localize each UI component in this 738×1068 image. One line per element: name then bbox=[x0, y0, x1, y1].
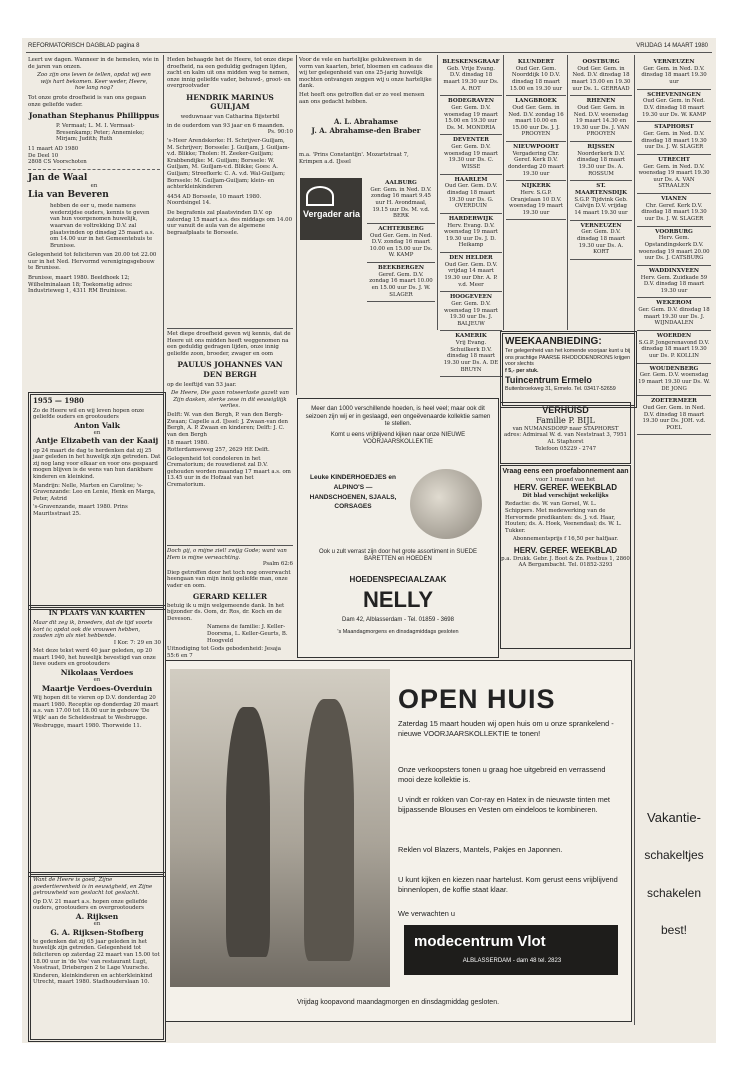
thanks-body: betuig ik u mijn welgemeende dank. In het bijzonder ds. Oom, dr. Ros, dr. Koch en de Deveson. bbox=[167, 602, 285, 622]
death-address: De Deel 10 bbox=[28, 152, 59, 159]
family-notices-1 bbox=[28, 57, 160, 387]
weekblad-lead: Vraag eens een proefabonnement aan bbox=[502, 468, 629, 475]
anniversary-text: Zo de Heere wil en wij leven hopen onze geliefde ouders en grootouders bbox=[33, 407, 145, 421]
week-offer-address: Buitenbroekweg 31, Ermelo. Tel. 03417-52659 bbox=[505, 385, 616, 392]
church-service: Oud Ger. Gem. D.V. dinsdag 18 maart 19.30 uur Ds. G. OVERDUIN bbox=[444, 183, 498, 210]
thank-you-address: m.a. 'Prins Constantijn'. Mozartstraat 7, Krimpen a.d. IJssel bbox=[299, 152, 409, 165]
thanks-name: GERARD KELLER bbox=[192, 591, 268, 601]
model-figure-2 bbox=[304, 699, 354, 961]
death-place: 2808 CS Voorschoten bbox=[28, 159, 87, 166]
church-town: ACHTERBERG bbox=[378, 225, 424, 232]
weekblad-title-2: HERV. GEREF. WEEKBLAD bbox=[513, 546, 618, 556]
box-text: Op D.V. 21 maart a.s. hopen onze geliefde ouders, grootouders en overgrootouders bbox=[33, 898, 148, 912]
heirs-list: P. Vermaat; L. M. I. Vermaat-Bresenkamp; Peter; Annemieke; Mirjam; Judith; Ruth bbox=[56, 123, 145, 143]
weekblad-ad bbox=[500, 465, 631, 649]
obituary-guiljam bbox=[167, 57, 293, 322]
open-huis-p4: U kunt kijken en kiezen naar hartelust. Kom gerust eens vrijblijvend binnenlopen, de koffie staat klaar. bbox=[398, 875, 618, 894]
church-service: Noorderkerk D.V. dinsdag 18 maart 19.30 uur Ds. A. ROSSUM bbox=[576, 150, 626, 177]
church-service: Oud Ger. Gem. in Ned. D.V. zondag 16 maart 10.00 en 15.00 uur Ds. W. KAMP bbox=[369, 232, 433, 259]
church-service: Oud Ger. Gem. in Ned. D.V. zondag 16 maart 10.00 en 15.00 uur Ds. J. J. PROOYEN bbox=[508, 105, 564, 138]
box-title: IN PLAATS VAN KAARTEN bbox=[48, 609, 146, 617]
vergader-aria-logo bbox=[300, 178, 362, 240]
obituary-family: 's-Heer Arendskerke: H. Schrijver-Guiljam, M. Schrijver; Borssele: J. Guiljam, J. Guiljam-v.d. Blikke; Tholen: H. Zeeker-Guiljam; Krabbendijke: M. Guiljam; Borssele: W. Guiljam, M. Guiljam-v.d. Blikke; Goes: A. Guiljam; Streefkerk: C. A. v.d. Wal-Guiljam; Borssele: M. Guiljam-Guiljam; klein- en achterkleinkinderen bbox=[167, 138, 290, 191]
logo-text: Vergader aria bbox=[303, 209, 361, 219]
church-directory-col-d bbox=[570, 57, 632, 327]
church-service: Geref. Gem. D.V. zondag 16 maart 10.00 en 15.00 uur Ds. J. W. SLAGER bbox=[369, 271, 433, 298]
church-service: Ger. Gem. D.V. woensdag 19 maart 19.30 uur Ds. W. DE JONG bbox=[638, 372, 710, 392]
thanks-family: Namens de familie: J. Keller-Doorsma, L. Keller-Geurts, B. Hoogveld bbox=[207, 624, 288, 644]
church-service: Oud Ger. Gem. in Ned. D.V. dinsdag 18 maart 19.30 uur Ds. W. KAMP bbox=[642, 98, 706, 118]
obituary-name: HENDRIK MARINUS GUILJAM bbox=[186, 92, 274, 112]
church-town: HOOGEVEEN bbox=[449, 294, 493, 301]
anniversary-body: op 24 maart de dag te herdenken dat zij 25 jaar geleden in het huwelijk zijn getreden. Dat zij nog lang voor elkaar en voor ons gespaard mogen blijven is de wens van hun dankbare kinderen en kleinkind. bbox=[33, 447, 161, 480]
open-huis-footer: Vrijdag koopavond maandagmorgen en dinsdagmiddag gesloten. bbox=[296, 999, 500, 1006]
page-header bbox=[26, 40, 712, 53]
open-huis-lead: Zaterdag 15 maart houden wij open huis om u onze sprankelend - nieuwe VOORJAARSKOLLEKTIE te tonen! bbox=[398, 719, 614, 738]
vakantie-schakeltjes-ad bbox=[637, 800, 711, 1020]
thanks-name-1: A. L. Abrahamse bbox=[333, 117, 399, 126]
page-header-title: REFORMATORISCH DAGBLAD pagina 8 bbox=[28, 43, 140, 49]
weekblad-address: p.a. Drukk. Gebr. J. Boot & Zn. Postbus 1, 2860 AA Bergambacht. Tel. 01852-3293 bbox=[501, 555, 630, 569]
church-town: BLESKENSGRAAF bbox=[442, 59, 500, 65]
church-service: Geb. Vrije Evang. D.V. dinsdag 18 maart 19.30 uur Ds. A. ROT bbox=[443, 65, 499, 92]
thank-you-names bbox=[299, 118, 433, 150]
anniversary-name-1: Anton Valk bbox=[74, 420, 120, 430]
box-text: Met deze tekst werd 40 jaar geleden, op 20 maart 1940, het huwelijk bevestigd van onze lieve ouders en grootouders bbox=[33, 648, 156, 668]
week-offer-text: Ter gelegenheid van het komende voorjaar kunt u bij ons prachtige PAARSE RHODODENDRONS krijgen voor slechts bbox=[505, 348, 631, 368]
church-service: S.G.P. Jongerenavond D.V. dinsdag 18 maart 19.30 uur Ds. P. KOLLIN bbox=[638, 339, 710, 359]
open-huis-title: OPEN HUIS bbox=[398, 684, 556, 714]
church-service: Chr. Geref. Kerk D.V. dinsdag 18 maart 19.30 uur Ds. J. W. SLAGER bbox=[641, 202, 707, 222]
obituary-psalm: Ps. 90:10 bbox=[267, 129, 293, 136]
church-service: Ger. Gem. in Ned. D.V. dinsdag 18 maart 19.30 uur bbox=[641, 65, 707, 85]
open-huis-ad bbox=[165, 660, 632, 1022]
column-rule bbox=[634, 55, 635, 1025]
anniversary-box-verdoes bbox=[28, 605, 166, 877]
column-rule bbox=[437, 55, 438, 330]
moved-title: VERHUISD bbox=[542, 405, 589, 415]
box-address: Wesbrugge, maart 1980. Thorweide 11. bbox=[33, 723, 142, 730]
church-town: RHENEN bbox=[586, 98, 616, 105]
church-town: WOUDENBERG bbox=[649, 365, 699, 372]
fashion-models-photo bbox=[170, 669, 390, 987]
hat-ad-address: Dam 42, Alblasserdam - Tel. 01859 - 3698 bbox=[342, 617, 454, 623]
church-directory-col-b bbox=[440, 57, 502, 373]
box-quote-ref: I Kor. 7: 29 en 30 bbox=[113, 639, 161, 646]
obituary-widower: weduwnaar van Catharina Bijsterbil bbox=[180, 114, 280, 121]
wedding-text: hebben de eer u, mede namens wederzijdse ouders, kennis te geven van hun voorgenomen huwelijk, waarvan de voltrekking D.V. zal plaatsvinden op dinsdag 25 maart a.s. om 14.00 uur in het Gemeentehuis te Brunisse. bbox=[50, 203, 155, 249]
church-directory-col-a bbox=[367, 178, 435, 396]
church-service: Herv. Evang. D.V. woensdag 19 maart 19.30 uur Ds. J. D. Heikamp bbox=[444, 222, 498, 249]
moved-phone: Telefoon 05229 - 2747 bbox=[534, 445, 597, 452]
announce-text: Tot onze grote droefheid is van ons gegaan onze geliefde vader. bbox=[28, 94, 146, 108]
week-offer-title: WEEKAANBIEDING: bbox=[505, 336, 602, 347]
hat-ad-items: Leuke KINDERHOEDJES en ALPINO'S — HANDSCHOENEN, SJAALS, CORSAGES bbox=[309, 474, 397, 511]
box-address: Utrecht, maart 1980. Stadhouderslaan 10. bbox=[33, 979, 150, 986]
church-town: WEKEROM bbox=[656, 300, 692, 307]
church-service: Ger. Gem. in Ned. D.V. dinsdag 18 maart 19.30 uur Ds. J. W. SLAGER bbox=[641, 131, 707, 151]
church-service: Oud Ger. Gem. Noorddijk 10 D.V. dinsdag 18 maart 15.00 en 19.30 uur bbox=[509, 65, 563, 92]
box-signature: Kinderen, kleinkinderen en achterkleinkind bbox=[33, 972, 153, 979]
church-town: SCHEVENINGEN bbox=[647, 91, 701, 98]
week-offer-price: f 5,- per stuk. bbox=[505, 367, 539, 374]
and-word: en bbox=[93, 429, 101, 436]
weekblad-sub: voor 1 maand van het bbox=[535, 476, 596, 483]
weekblad-title: HERV. GEREF. WEEKBLAD bbox=[513, 483, 618, 493]
and-word: en bbox=[93, 677, 101, 684]
obituary-address: Rotterdamseweg 257, 2629 HE Delft. bbox=[167, 447, 270, 453]
vakantie-line-1: Vakantie- bbox=[647, 810, 701, 825]
church-town: OOSTBURG bbox=[582, 59, 620, 65]
open-huis-p1: Onze verkoopsters tonen u graag hoe uitgebreid en verrassend mooi deze kollektie is. bbox=[398, 765, 606, 784]
column-rule bbox=[296, 55, 297, 395]
church-town: AALBURG bbox=[385, 180, 417, 186]
moved-notice bbox=[500, 402, 631, 464]
vakantie-line-2: schakeltjes bbox=[644, 847, 704, 862]
church-service: Oud Ger. Gem. in Ned. D.V. dinsdag 18 maart 15.00 en 19.30 uur Ds. L. GERRAAD bbox=[571, 65, 631, 92]
church-town: VOORBURG bbox=[655, 228, 693, 235]
church-town: HARDERWIJK bbox=[448, 215, 494, 222]
week-offer-shop: Tuincentrum Ermelo bbox=[505, 374, 592, 385]
moved-family: Familie P. BIJL bbox=[536, 415, 595, 425]
open-huis-p5: We verwachten u bbox=[398, 909, 455, 918]
hat-shop-ad bbox=[297, 398, 499, 658]
thanks-quote: Doch gij, o mijne ziel! zwijg Gode; want van Hem is mijne verwachting. bbox=[167, 548, 287, 561]
hat-model-photo bbox=[410, 469, 482, 539]
church-town: VERNEUZEN bbox=[580, 222, 622, 229]
obituary-cremation: Gelegenheid tot condoleren in het Crematorium; de rouwdienst zal D.V. gehouden worden maandag 17 maart a.s. om 13.45 uur in de Hofzaal van het Crematorium. bbox=[167, 455, 291, 488]
page-header-date: VRIJDAG 14 MAART 1980 bbox=[636, 43, 708, 49]
hat-ad-text: Ook u zult verrast zijn door het grote assortiment in SUEDE BARETTEN en HOEDEN bbox=[318, 549, 478, 563]
church-service: Oud Ger. Gem. D.V. vrijdag 14 maart 19.30 uur Dhr. A. P. v.d. Meer bbox=[444, 261, 498, 288]
weekblad-intro: Dit blad verschijnt wekelijks bbox=[522, 492, 609, 499]
column-rule bbox=[503, 55, 504, 330]
church-town: LANGBROEK bbox=[515, 98, 557, 105]
obituary-intro: Heden behaagde het de Heere, tot onze diepe droefheid, na een geduldig gedragen lijden, zacht en kalm uit ons midden weg te nemen, onze innig geliefde vader, behuwd-, groot- en overgrootvader bbox=[167, 57, 293, 90]
obituary-van-den-bergh bbox=[167, 328, 293, 541]
box-quote: Maar dit zeg ik, broeders, dat de tijd voorts kort is; opdat ook die vrouwen hebben, zouden zijn als niet hebbende. bbox=[33, 619, 153, 640]
obituary-quote: De Heere, Die gaan rotseerlaste gazelt van Zijn dasken, sterke zese in dit eeuwigliijk verlies. bbox=[170, 390, 290, 410]
vlot-logo-address: ALBLASSERDAM - dam 48 tel. 2823 bbox=[462, 958, 562, 964]
hat-ad-sub: Komt u eens vrijblijvend kijken naar onze NIEUWE VOORJAARSKOLLEKTIE bbox=[330, 431, 466, 445]
box-body: te gedenken dat zij 65 jaar geleden in het huwelijk zijn getreden. Gelegenheid tot feliciteren op zaterdag 22 maart van 15.00 tot 18.00 uur in 'de Vos' van restaurant Lugt, Vosstraat, Driebergen 2 te Lage Vuursche. bbox=[33, 938, 160, 972]
anniversary-address: 's-Gravenzande, maart 1980. Prins Mauritsstraat 25. bbox=[33, 504, 128, 517]
moved-from-to: van NUMANSDORP naar STAPHORST bbox=[512, 425, 619, 432]
hat-ad-note: 's Maandagmorgens en dinsdagmiddags gesloten bbox=[337, 629, 459, 635]
anniversary-box-rijksen bbox=[28, 872, 166, 1042]
church-town: ZOETERMEER bbox=[651, 398, 697, 405]
wedding-reception: Gelegenheid tot feliciteren van 20.00 tot 22.00 uur in het Ned. Hervormd verenigingsgebouw te Brunisse. bbox=[28, 252, 157, 272]
model-figure-1 bbox=[226, 707, 270, 957]
vlot-logo-text: modecentrum Vlot bbox=[414, 933, 546, 950]
anniversary-box-valk bbox=[28, 392, 166, 610]
church-town: DEN HELDER bbox=[449, 254, 493, 261]
thanks-text: Diep getroffen door het toch nog onverwacht heengaan van mijn innig geliefde man, onze vader en oom. bbox=[167, 569, 291, 589]
open-huis-p2: U vindt er rokken van Cor-ray en Hatex in de nieuwste tinten met bijpassende Blouses en Vesten om eindeloos te kombineren. bbox=[398, 795, 610, 814]
church-service: Ger. Gem. D.V. dinsdag 18 maart 19.30 uur Ds. A. KORT bbox=[576, 229, 626, 256]
church-town: BEEKBERGEN bbox=[378, 264, 424, 271]
weekblad-price: Abonnementsprijs f 16,50 per halfjaar. bbox=[512, 536, 619, 543]
church-service: Ger. Gem. in Ned. D.V. woensdag 19 maart 19.30 uur Ds. A. VAN STRAALEN bbox=[638, 163, 710, 190]
obituary-age: in de ouderdom van 93 jaar en 6 maanden. bbox=[167, 122, 285, 129]
church-town: HAARLEM bbox=[454, 176, 488, 183]
verse-body: Zoo zijn ons leven te tellen, opdat wij een wijs hart bekomen. Keer weder, Heere, hoe lang nog? bbox=[37, 72, 151, 92]
thanks-text: Voor de vele en hartelijke gelukwensen in de vorm van kaarten, brief, bloemen en cadeaus die wij ter gelegenheid van ons 25-jarig huwelijk mochten ontvangen zeggen wij u onze hartelijke dank. bbox=[299, 57, 433, 90]
church-service: Ger. Gem. D.V. woensdag 19 maart 19.30 uur Ds. J. BALJEUW bbox=[444, 300, 498, 327]
moved-address: adres: Admiraal W. d. van Neststraat 3, 7951 AL Staphorst bbox=[504, 432, 627, 445]
church-service: Oud Ger. Gem. in Ned. D.V. woensdag 19 maart 14.30 en 19.30 uur Ds. J. VAN PROOYEN bbox=[572, 105, 630, 138]
logo-mark-icon bbox=[306, 186, 334, 206]
church-town: RIJSSEN bbox=[587, 143, 615, 150]
wedding-address: Brunisse, maart 1980. Beeldhoek 12; Wilhelminalaan 18; Toekomstig adres: Industrieweg 1, 4311 RM Bruinisse. bbox=[28, 275, 133, 295]
and-word: en bbox=[93, 921, 101, 928]
church-service: Vergadering Chr. Geref. Kerk D.V. donderdag 20 maart 19.30 uur bbox=[507, 150, 565, 177]
open-huis-p3: Reklen vol Blazers, Mantels, Pakjes en Japonnen. bbox=[398, 845, 563, 854]
church-service: Ger. Gem. D.V. dinsdag 18 maart 19.30 uur Ds. J. WIJNDAALEN bbox=[638, 307, 710, 327]
church-town: KAMERIK bbox=[455, 333, 487, 340]
weekaanbieding-ad bbox=[500, 331, 637, 408]
box-quote: Want de Heere is goed, Zijne goedertierenheid is in eeuwigheid, en Zijne getrouwheid van geslacht tot geslacht. bbox=[33, 877, 153, 897]
anniversary-name-2: Antje Elizabeth van der Kaaij bbox=[35, 436, 159, 446]
obituary-address: 4454 AD Borssele, 10 maart 1980. Noordsingel 14. bbox=[167, 193, 262, 207]
church-town: UTRECHT bbox=[658, 156, 690, 163]
thanks-text-2: Het heeft ons getroffen dat er zo veel mensen aan ons gedacht hebben. bbox=[299, 91, 425, 105]
church-town: WADDINXVEEN bbox=[648, 267, 699, 274]
church-town: NIJKERK bbox=[521, 183, 551, 190]
deceased-name: Jonathan Stephanus Phillippus bbox=[28, 111, 160, 121]
church-service: Herv. S.G.P. Oranjelaan 10 D.V. woensdag 19 maart 19.30 uur bbox=[509, 189, 563, 216]
thank-you-keller bbox=[167, 545, 293, 660]
church-service: Ger. Gem. D.V. woensdag 19 maart 19.30 uur Ds. C. WISSE bbox=[444, 144, 498, 170]
hat-ad-shop-name: NELLY bbox=[362, 587, 434, 612]
thanks-psalm: Psalm 62:6 bbox=[262, 561, 293, 568]
church-town: DEVENTER bbox=[453, 137, 489, 144]
obituary-name: PAULUS JOHANNES VAN DEN BERGH bbox=[177, 360, 283, 379]
vakantie-line-3: schakelen bbox=[646, 886, 702, 901]
church-service: S.G.P. Tijdvink Geb. Calvijn D.V. vrijdag 14 maart 19.30 uur bbox=[574, 196, 628, 216]
thank-you-abrahamse bbox=[299, 57, 433, 117]
weekblad-body: Redactie: ds. W. van Gorsel, W. L. Schippers. Met medewerking van de Hervormde predikanten: ds. J. v.d. Haar, Houten; ds. A. Hoek, Veenendaal; ds. W. L. Tukker. bbox=[505, 501, 622, 534]
church-directory-right bbox=[637, 57, 711, 797]
church-service: Ger. Gem. D.V. woensdag 19 maart 15.00 en 19.30 uur Ds. M. MONDRIA bbox=[444, 105, 498, 131]
church-service: Oud Ger. Gem. in Ned. D.V. dinsdag 18 maart 19.30 uur Ds. JOH. v.d. POEL bbox=[642, 404, 706, 431]
thanks-footer: Uitnodiging tot Gods gebodenheid: Jesaja 55:6 en 7 bbox=[167, 646, 281, 659]
church-town: STAPHORST bbox=[654, 124, 694, 131]
thanks-name-2: J. A. Abrahamse-den Braber bbox=[311, 125, 421, 135]
divider bbox=[28, 169, 160, 170]
church-directory-col-c bbox=[506, 57, 566, 327]
hat-ad-intro: Meer dan 1000 verschillende hoeden, is heel veel; maar ook dit seizoen zijn wij er in geslaagd, een ongeëvenaarde kollektie samen te stellen. bbox=[305, 405, 491, 428]
death-date: 11 maart AD 1980 bbox=[28, 146, 79, 153]
box-name-2: G. A. Rijksen-Stofberg bbox=[50, 927, 144, 937]
obituary-date: 18 maart 1980. bbox=[167, 440, 210, 447]
box-name-2: Maartje Verdoes-Overduin bbox=[41, 683, 153, 693]
church-town: BODEGRAVEN bbox=[448, 98, 494, 105]
and-word: en bbox=[90, 183, 98, 190]
modecentrum-vlot-logo bbox=[404, 925, 618, 975]
church-service: Herv. Gem. Zuidkade 59 D.V. dinsdag 18 maart 19.30 uur bbox=[640, 274, 708, 294]
church-service: Herv. Gem. Opstandingskerk D.V. woensdag 19 maart 20.00 uur Ds. J. CATSBURG bbox=[638, 235, 710, 262]
verse-intro: Leert uw dagen. Wanneer in de hemelen, wie in de jaren van onzen. bbox=[28, 57, 159, 70]
bride-name: Lia van Beveren bbox=[28, 189, 109, 200]
obituary-family: Delft: W. van den Bergh, P. van den Bergh-Zwaan; Capelle a.d. IJssel: J. Zwaan-van den Bergh, A. P. Zwaan en kinderen; Delft: J. C. van den Bergh bbox=[167, 412, 288, 438]
church-town: VIANEN bbox=[661, 195, 687, 202]
anniversary-years: 1955 — 1980 bbox=[33, 396, 84, 405]
column-rule bbox=[567, 55, 568, 330]
church-town: NIEUWPOORT bbox=[513, 143, 559, 150]
church-service: Vrij Evang. Schuilkerk D.V. dinsdag 18 maart 19.30 uur Ds. A. DE BRUYN bbox=[443, 340, 499, 373]
church-town: WOERDEN bbox=[656, 332, 692, 339]
box-body: Wij hopen dit te vieren op D.V. donderdag 20 maart 1980. Receptie op donderdag 20 maart a.s. van 17.00 tot 18.00 uur in gebouw 'De Wijk' aan de Scheldestraat te Wesbrugge. bbox=[33, 694, 159, 721]
church-town: ST. MAARTENSDIJK bbox=[575, 183, 627, 196]
church-service: Ger. Gem. in Ned. D.V. zondag 16 maart 9.45 uur H. Avondmaal, 19.15 uur Ds. M. v.d. BERK bbox=[370, 186, 432, 220]
vakantie-line-4: best! bbox=[660, 923, 687, 938]
obituary-intro: Met diepe droefheid geven wij kennis, dat de Heere uit ons midden heeft weggenomen na een geduldig gedragen lijden, onze innig geliefde zoon, broeder, zwager en oom bbox=[167, 331, 291, 357]
obituary-age: op de leeftijd van 53 jaar. bbox=[167, 381, 237, 388]
church-town: VERNEUZEN bbox=[653, 59, 695, 65]
groom-name: Jan de Waal bbox=[28, 172, 88, 183]
hat-ad-shop-type: HOEDENSPECIAALZAAK bbox=[349, 575, 447, 584]
church-town: KLUNDERT bbox=[517, 59, 555, 65]
anniversary-family: Mandrijn: Nelle, Marten en Caroline; 's-Gravenzande: Leo en Lenie, Henk en Marga, Peter, Astrid bbox=[33, 482, 156, 502]
obituary-burial: De begrafenis zal plaatsvinden D.V. op zaterdag 15 maart a.s. des middags om 14.00 uur vanuit de aula van de algemene begraafplaats te Borssele. bbox=[167, 209, 293, 236]
box-name-1: A. Rijksen bbox=[75, 911, 119, 921]
box-name-1: Nikolaas Verdoes bbox=[60, 668, 134, 678]
